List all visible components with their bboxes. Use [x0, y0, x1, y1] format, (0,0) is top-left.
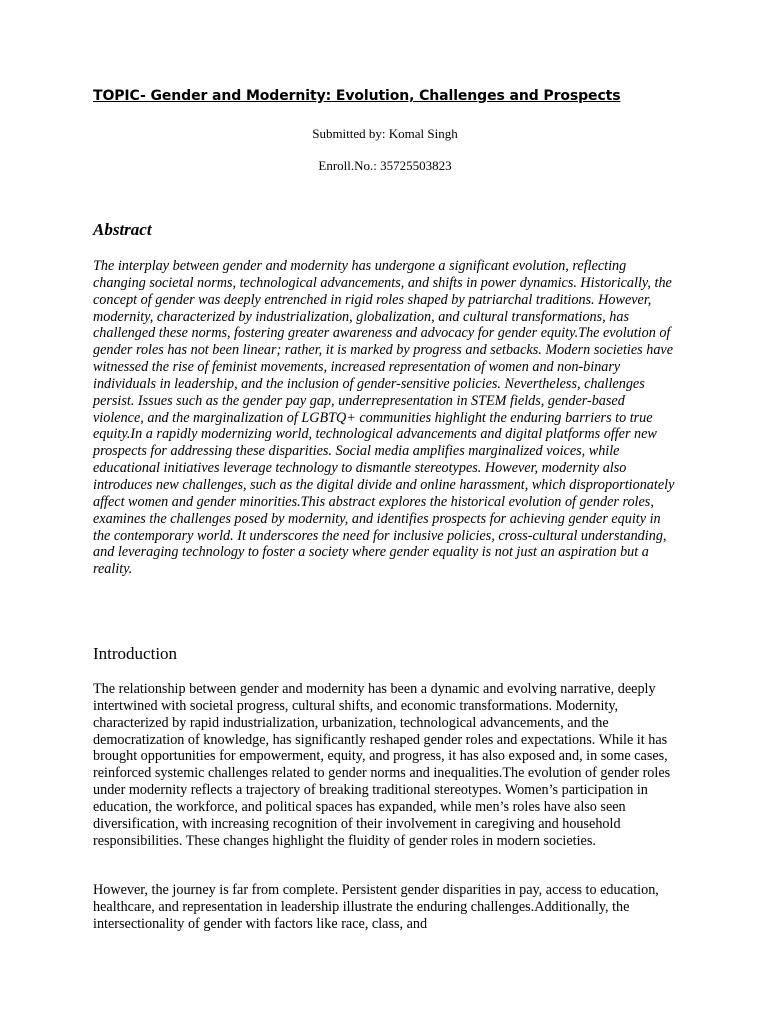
- enrollment-number: Enroll.No.: 35725503823: [318, 158, 452, 173]
- submitted-by: Submitted by: Komal Singh: [312, 126, 458, 141]
- introduction-paragraph-1: The relationship between gender and modernity has been a dynamic and evolving narrative, deeply intertwined with societal progress, cultural shifts, and economic transformations. Modernity, characterized by rapid industrialization, urbanization, technological advancements, and the democratization of knowledge, has significantly reshaped gender roles and expectations. While it has brought opportunities for empowerment, equity, and progress, it has also exposed and, in some cases, reinforced systemic challenges related to gender norms and inequalities.The evolution of gender roles under modernity reflects a trajectory of breaking traditional stereotypes. Women’s participation in education, the workforce, and political spaces has expanded, while men’s roles have also seen diversification, with increasing recognition of their involvement in caregiving and household responsibilities. These changes highlight the fluidity of gender roles in modern societies.: [93, 681, 671, 849]
- abstract-heading: Abstract: [93, 220, 152, 239]
- document-title: TOPIC- Gender and Modernity: Evolution, Challenges and Prospects: [93, 88, 621, 104]
- abstract-body: The interplay between gender and modernity has undergone a significant evolution, reflecting changing societal norms, technological advancements, and shifts in power dynamics. Historically, the concept of gender was deeply entrenched in rigid roles shaped by patriarchal traditions. However, modernity, characterized by industrialization, globalization, and cultural transformations, has challenged these norms, fostering greater awareness and advocacy for gender equity.The evolution of gender roles has not been linear; rather, it is marked by progress and setbacks. Modern societies have witnessed the rise of feminist movements, increased representation of women and non-binary individuals in leadership, and the inclusion of gender-sensitive policies. Nevertheless, challenges persist. Issues such as the gender pay gap, underrepresentation in STEM fields, gender-based violence, and the marginalization of LGBTQ+ communities highlight the enduring barriers to true equity.In a rapidly modernizing world, technological advancements and digital platforms offer new prospects for addressing these disparities. Social media amplifies marginalized voices, while educational initiatives leverage technology to dismantle stereotypes. However, modernity also introduces new challenges, such as the digital divide and online harassment, which disproportionately affect women and gender minorities.This abstract explores the historical evolution of gender roles, examines the challenges posed by modernity, and identifies prospects for achieving gender equity in the contemporary world. It underscores the need for inclusive policies, cross-cultural understanding, and leveraging technology to foster a society where gender equality is not just an aspiration but a reality.: [93, 258, 675, 578]
- introduction-heading: Introduction: [93, 644, 178, 663]
- introduction-paragraph-2: However, the journey is far from complete. Persistent gender disparities in pay, access to education, healthcare, and representation in leadership illustrate the enduring challenges.Additionally, the intersectionality of gender with factors like race, class, and: [93, 882, 659, 932]
